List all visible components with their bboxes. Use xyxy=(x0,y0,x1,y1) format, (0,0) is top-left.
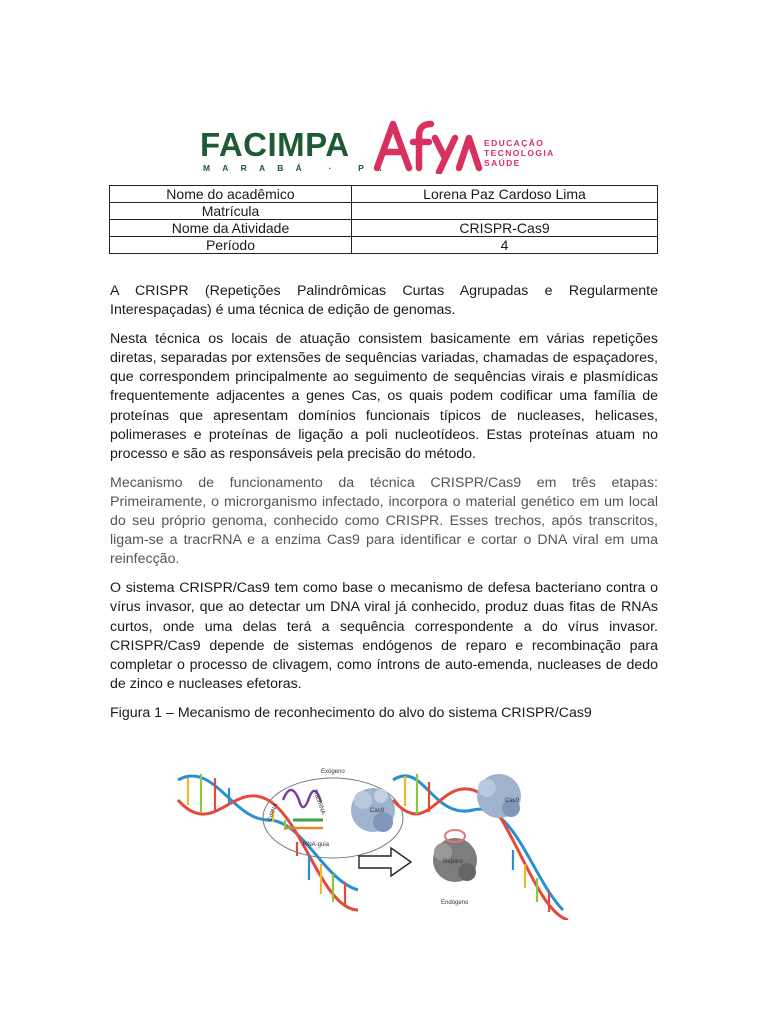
table-row xyxy=(110,186,658,203)
crrna-label: CrRNA xyxy=(267,802,280,823)
cas9-right-label: Cas9 xyxy=(505,798,520,804)
paragraph-mechanism: Mecanismo de funcionamento da técnica CRISPR/Cas9 em três etapas: Primeiramente, o microrganismo infectado, incorpora o material genético em um local do seu próprio genoma, conhecido como CRISPR. Esses trechos, após transcritos, ligam-se a tracrRNA e a enzima Cas9 para identificar e cortar o DNA viral em uma reinfecção. xyxy=(110,474,658,568)
figure-caption: Figura 1 – Mecanismo de reconhecimento do alvo do sistema CRISPR/Cas9 xyxy=(110,704,592,721)
afya-tagline-line: EDUCAÇÃO xyxy=(484,138,545,148)
student-name-value: Lorena Paz Cardoso Lima xyxy=(352,186,658,203)
cas9-left-label: Cas9 xyxy=(370,808,385,814)
period-label: Período xyxy=(110,237,352,254)
header-logos xyxy=(198,118,598,178)
repair-complex-icon xyxy=(433,830,477,882)
table-row xyxy=(110,220,658,237)
dna-helix-left-icon xyxy=(178,774,358,910)
registration-label: Matrícula xyxy=(110,203,352,220)
afya-logo-icon xyxy=(373,118,483,174)
paragraph-intro: A CRISPR (Repetições Palindrômicas Curtas Agrupadas e Regularmente Interespaçadas) é uma técnica de edição de genomas. xyxy=(110,283,658,319)
paragraph-system: O sistema CRISPR/Cas9 tem como base o mecanismo de defesa bacteriano contra o vírus invasor, que ao detectar um DNA viral já conhecido, produz duas fitas de RNAs curtos, onde uma delas terá a sequência correspondente a do vírus invasor. CRISPR/Cas9 depende de sistemas endógenos de reparo e recombinação para completar o processo de clivagem, como íntrons de auto-emenda, nucleases de dedo de zinco e nucleases efetoras. xyxy=(110,580,658,692)
table-row xyxy=(110,237,658,254)
exogenous-label: Exógeno xyxy=(321,769,345,775)
tracrrna-label: TracrRNA xyxy=(311,788,326,816)
crispr-mechanism-figure xyxy=(173,760,603,920)
period-value: 4 xyxy=(352,237,658,254)
student-info-table xyxy=(109,185,658,254)
afya-tagline xyxy=(484,138,555,168)
afya-tagline-line: TECNOLOGIA xyxy=(484,148,555,158)
paragraph-technique: Nesta técnica os locais de atuação consistem basicamente em várias repetições diretas, separadas por extensões de sequências variadas, chamadas de espaçadores, que correspondem principalmente ao seguimento de sequências virais e plasmídicas frequentemente adjacentes a genes Cas, os quais podem codificar uma família de proteínas que apresentam domínios funcionais típicos de nucleases, helicases, polimerases e proteínas de ligação a poli nucleotídeos. Estas proteínas atuam no processo e são as responsáveis pela precisão do método. xyxy=(110,331,658,462)
facimpa-logo xyxy=(200,128,394,173)
activity-name-label: Nome da Atividade xyxy=(110,220,352,237)
activity-name-value: CRISPR-Cas9 xyxy=(352,220,658,237)
afya-tagline-line: SAÚDE xyxy=(484,158,521,168)
facimpa-wordmark: FACIMPA xyxy=(200,126,350,163)
student-name-label: Nome do acadêmico xyxy=(110,186,352,203)
registration-value xyxy=(352,203,658,220)
document-body xyxy=(110,282,658,733)
facimpa-location: MARABÁ · PA xyxy=(203,163,394,173)
guide-rna-label: RNA-guia xyxy=(303,842,330,848)
endogenous-label: Endógeno xyxy=(441,900,469,906)
repair-label: Reparo xyxy=(443,859,463,865)
process-arrow-icon xyxy=(359,848,411,876)
cas9-cut-protein-icon xyxy=(477,774,521,818)
table-row xyxy=(110,203,658,220)
